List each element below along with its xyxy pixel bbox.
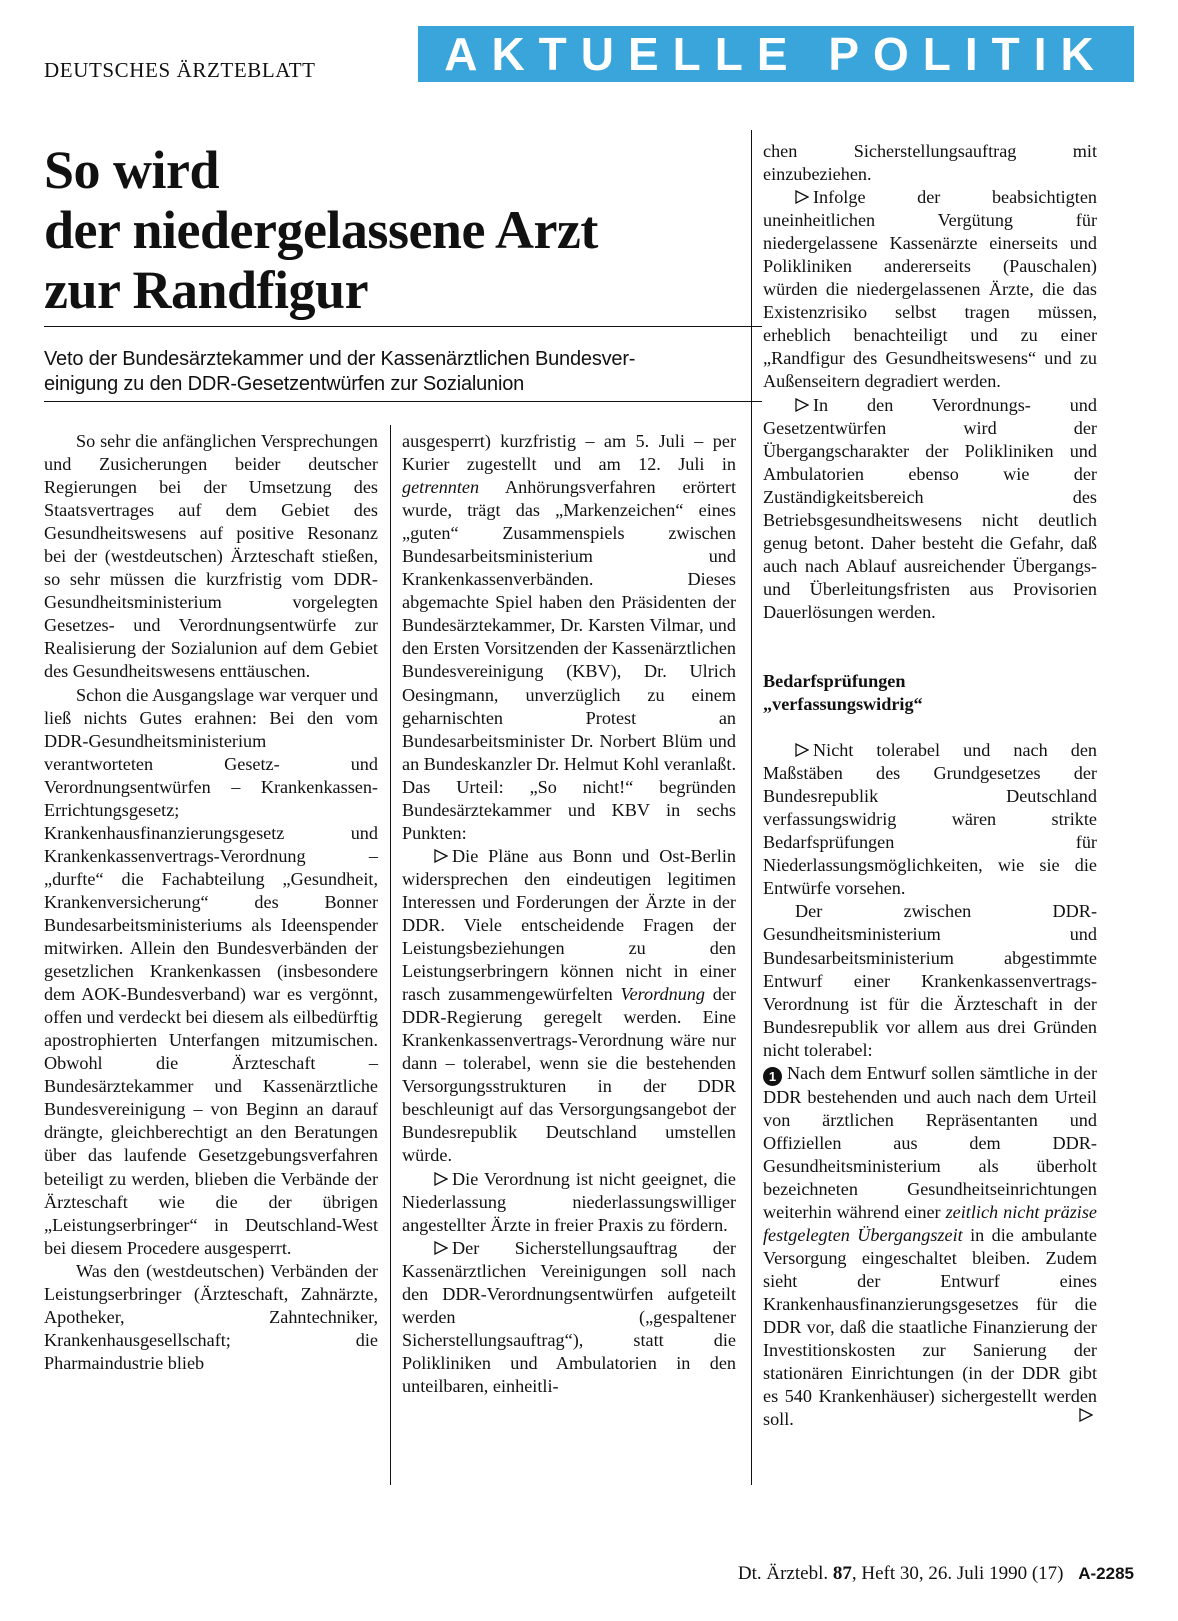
rule-bottom xyxy=(44,401,762,402)
column-divider xyxy=(390,425,391,1485)
headline-line: So wird xyxy=(44,140,220,200)
spacer xyxy=(763,716,1097,739)
continue-triangle-icon xyxy=(1079,1408,1093,1422)
bullet-paragraph: In den Verordnungs- und Gesetzentwürfen wird der Übergangscharakter der Polikliniken und Ambulatorien ebenso wie der Zuständigkeitsbereich des Betriebsgesundheitswesens nicht deutlich genug betont. Daher besteht die Gefahr, daß auch nach Ablauf ausreichender Übergangs- und Überleitungsfristen aus Provisorien Dauerlösungen werden. xyxy=(763,394,1097,622)
volume-number: 87 xyxy=(832,1563,852,1584)
bullet-paragraph: Die Pläne aus Bonn und Ost-Berlin widersprechen den eindeutigen legitimen Interessen und Forderungen der Ärzte in der DDR. Viele entscheidende Fragen der Leistungsbeziehungen zu den Leistungserbringern können nicht in einer rasch zusammengewürfelten Verordnung der DDR-Regierung geregelt werden. Eine Krankenkassenvertrags-Verordnung wäre nur dann – tolerabel, wenn sie die bestehenden Versorgungsstrukturen in der DDR beschleunigt auf das Versorgungsangebot der Bundesrepublik Deutschland umstellen würde. xyxy=(402,845,736,1166)
triangle-bullet-icon xyxy=(795,398,809,412)
bullet-paragraph: Nicht tolerabel und nach den Maßstäben des Grundgesetzes der Bundesrepublik Deutschland verfassungswidrig wären strikte Bedarfsprüfungen für Niederlassungsmöglichkeiten, wie sie die Entwürfe vorsehen. xyxy=(763,740,1097,899)
bullet-paragraph: Infolge der beabsichtigten uneinheitlichen Vergütung für niedergelassene Kassenärzte einerseits und Polikliniken andererseits (Pauschalen) würden die niedergelassenen Ärzte, die das Existenzrisiko selbst tragen müssen, erheblich benachteiligt und zu einer „Randfigur des Gesundheitswesens“ und zu Außenseitern degradiert werden. xyxy=(763,187,1097,392)
headline-line: der niedergelassene Arzt xyxy=(44,200,598,260)
triangle-bullet-icon xyxy=(434,1241,448,1255)
subtitle-line: einigung zu den DDR-Gesetzentwürfen zur Sozialunion xyxy=(44,373,525,395)
triangle-bullet-icon xyxy=(434,1172,448,1186)
number-badge: 1 xyxy=(763,1067,782,1086)
spacer xyxy=(763,624,1097,670)
headline-line: zur Randfigur xyxy=(44,260,369,320)
subtitle-line: Veto der Bundesärztekammer und der Kassenärztlichen Bundesver- xyxy=(44,348,636,370)
column-divider xyxy=(751,130,752,1485)
column-3 xyxy=(763,140,1097,1431)
bullet-paragraph: Die Verordnung ist nicht geeignet, die Niederlassung niederlassungswilliger angestellter Ärzte in freier Praxis zu fördern. xyxy=(402,1168,736,1235)
page-number: A-2285 xyxy=(1078,1564,1134,1583)
section-banner: AKTUELLE POLITIK xyxy=(418,26,1134,82)
paragraph: Was den (westdeutschen) Verbänden der Leistungserbringer (Ärzteschaft, Zahnärzte, Apotheker, Zahntechniker, Krankenhausgesellschaft; die Pharmaindustrie blieb xyxy=(44,1260,378,1373)
column-1 xyxy=(44,430,378,1375)
paragraph: chen Sicherstellungsauftrag mit einzubeziehen. xyxy=(763,141,1097,185)
subheading: Bedarfsprüfungen „verfassungswidrig“ xyxy=(763,670,923,715)
issue-info: , Heft 30, 26. Juli 1990 (17) xyxy=(851,1563,1064,1584)
journal-name: Dt. Ärztebl. xyxy=(737,1563,829,1584)
masthead: DEUTSCHES ÄRZTEBLATT xyxy=(44,58,316,82)
rule-top xyxy=(44,326,762,327)
triangle-bullet-icon xyxy=(434,849,448,863)
headline xyxy=(44,140,764,320)
subtitle xyxy=(44,347,764,397)
triangle-bullet-icon xyxy=(795,190,809,204)
paragraph: Der zwischen DDR-Gesundheitsministerium und Bundesarbeitsministerium abgestimmte Entwurf einer Krankenkassenvertrags-Verordnung ist für die Ärzteschaft in der Bundesrepublik vor allem aus drei Gründen nicht tolerabel: xyxy=(763,901,1097,1060)
triangle-bullet-icon xyxy=(795,743,809,757)
numbered-paragraph: 1 Nach dem Entwurf sollen sämtliche in der DDR bestehenden und auch nach dem Urteil von ärztlichen Repräsentanten und Offiziellen aus dem DDR-Gesundheitsministerium als überholt bezeichneten Gesundheitseinrichtungen weiterhin während einer zeitlich nicht präzise festgelegten Übergangszeit in die ambulante Versorgung eingeschaltet bleiben. Zudem sieht der Entwurf eines Krankenhausfinanzierungsgesetzes für die DDR vor, daß die staatliche Finanzierung der Investitionskosten zur Sanierung der stationären Einrichtungen (in der DDR gibt es 540 Krankenhäuser) sichergestellt werden soll. xyxy=(763,1062,1098,1430)
paragraph: So sehr die anfänglichen Versprechungen und Zusicherungen beider deutscher Regierungen bei der Umsetzung des Staatsvertrages auf dem Gebiet des Gesundheitswesens auf positive Resonanz bei der (westdeutschen) Ärzteschaft stießen, so sehr müssen die kurzfristig vom DDR-Gesundheitsministerium vorgelegten Gesetzes- und Verordnungsentwürfe zur Realisierung der Sozialunion auf dem Gebiet des Gesundheitswesens enttäuschen. xyxy=(44,431,378,682)
bullet-paragraph: Der Sicherstellungsauftrag der Kassenärztlichen Vereinigungen soll nach den DDR-Verordnungsentwürfen aufgeteilt werden („gespaltener Sicherstellungsauftrag“), statt die Polikliniken und Ambulatorien in den unteilbaren, einheitli- xyxy=(402,1237,736,1396)
column-2 xyxy=(402,430,736,1398)
page-footer xyxy=(738,1563,1134,1585)
paragraph: ausgesperrt) kurzfristig – am 5. Juli – per Kurier zugestellt und am 12. Juli in getrennten Anhörungsverfahren erörtert wurde, trägt das „Markenzeichen“ eines „guten“ Zusammenspiels zwischen Bundesarbeitsministerium und Krankenkassenverbänden. Dieses abgemachte Spiel haben den Präsidenten der Bundesärztekammer, Dr. Karsten Vilmar, und den Ersten Vorsitzenden der Kassenärztlichen Bundesvereinigung (KBV), Dr. Ulrich Oesingmann, unverzüglich zu einem geharnischten Protest an Bundesarbeitsminister Dr. Norbert Blüm und an Bundeskanzler Dr. Helmut Kohl veranlaßt. Das Urteil: „So nicht!“ begründen Bundesärztekammer und KBV in sechs Punkten: xyxy=(402,431,736,843)
paragraph: Schon die Ausgangslage war verquer und ließ nichts Gutes erahnen: Bei den vom DDR-Gesundheitsministerium verantworteten Gesetz- und Verordnungsentwürfen – Krankenkassen-Errichtungsgesetz; Krankenhausfinanzierungsgesetz und Krankenkassenvertrags-Verordnung – „durfte“ die Fachabteilung „Gesundheit, Krankenversicherung“ des Bonner Bundesarbeitsministeriums als Ideenspender mitwirken. Allein den Bundesverbänden der gesetzlichen Krankenkassen (insbesondere dem AOK-Bundesverband) war es vergönnt, offen und verdeckt bei diesem als eilbedürftig apostrophierten Unterfangen mitzumischen. Obwohl die Ärzteschaft – Bundesärztekammer und Kassenärztliche Bundesvereinigung – von Beginn an darauf drängte, gleichberechtigt an den Beratungen über das laufende Gesetzgebungsverfahren beteiligt zu werden, blieben die Verbände der Ärzteschaft wie die der übrigen „Leistungserbringer“ in Deutschland-West bei diesem Procedere ausgesperrt. xyxy=(44,684,378,1258)
